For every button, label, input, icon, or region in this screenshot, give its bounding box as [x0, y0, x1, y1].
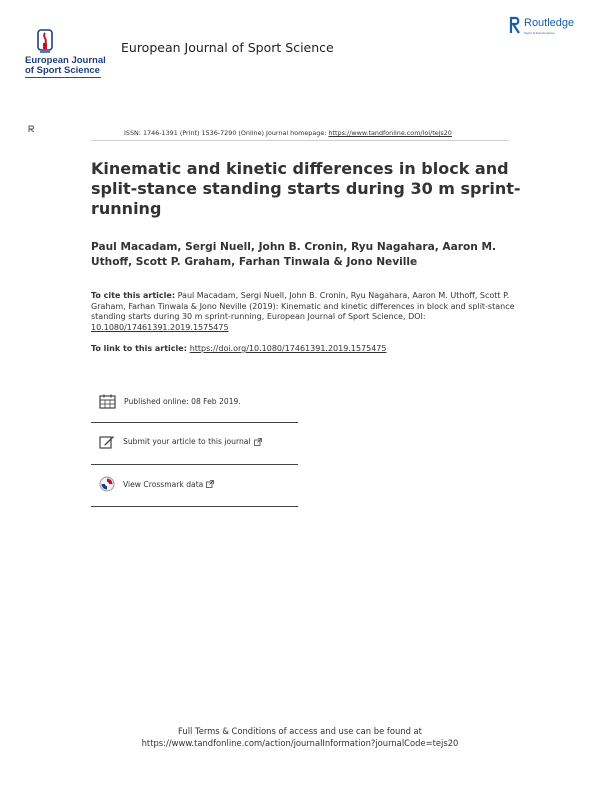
calendar-icon — [99, 394, 116, 409]
divider — [91, 422, 298, 423]
torch-emblem-icon — [34, 28, 56, 54]
external-link-icon — [206, 480, 214, 488]
external-link-icon — [254, 438, 262, 446]
terms-link[interactable]: https://www.tandfonline.com/action/journalInformation?journalCode=tejs20 — [141, 738, 459, 748]
divider — [91, 464, 298, 465]
taylor-francis-icon — [28, 125, 36, 133]
header-divider — [91, 140, 509, 141]
crossmark-row[interactable] — [99, 476, 222, 492]
publisher-name: Routledge — [524, 17, 575, 29]
edit-pencil-icon — [99, 434, 115, 449]
routledge-r-icon — [509, 16, 521, 34]
journal-logo — [21, 20, 121, 90]
publisher-logo — [509, 14, 589, 44]
crossmark-icon — [99, 476, 115, 492]
citation-block: To cite this article: Paul Macadam, Sergi Nuell, John B. Cronin, Ryu Nagahara, Aaron M. Uthoff, Scott P. Graham, Farhan Tinwala & Jono Neville (2019): Kinematic and kinetic differences in block and split-stance standing starts during 30 m sprint-running, European Journal of Sport Science, DOI: 10.1080/17461391.2019.1575475 — [91, 291, 515, 332]
terms-footer: Full Terms & Conditions of access and use can be found at https://www.tandfonline.com/action/journalInformation?journalCode=tejs20 — [0, 725, 600, 749]
crossmark-link[interactable]: View Crossmark data — [123, 479, 204, 489]
taylor-francis-logo — [28, 125, 36, 134]
journal-homepage-link[interactable]: https://www.tandfonline.com/loi/tejs20 — [328, 129, 452, 137]
article-link-line: To link to this article: https://doi.org/10.1080/17461391.2019.1575475 — [91, 344, 387, 353]
article-title: Kinematic and kinetic differences in block and split-stance standing starts during 30 m sprint-running — [91, 159, 521, 218]
issn-line: ISSN: 1746-1391 (Print) 1536-7290 (Online) Journal homepage: https://www.tandfonline.com/loi/tejs20 — [124, 129, 452, 137]
published-online-row: Published online: 08 Feb 2019. — [99, 394, 241, 409]
doi-link[interactable]: 10.1080/17461391.2019.1575475 — [91, 322, 229, 332]
article-authors: Paul Macadam, Sergi Nuell, John B. Cronin, Ryu Nagahara, Aaron M. Uthoff, Scott P. Graham, Farhan Tinwala & Jono Neville — [91, 241, 497, 268]
divider — [91, 506, 298, 507]
submit-article-link[interactable]: Submit your article to this journal — [123, 437, 251, 446]
publisher-subtitle: Taylor & Francis Group — [524, 31, 555, 35]
logo-rule — [25, 77, 101, 78]
journal-header-title: European Journal of Sport Science — [121, 40, 334, 55]
logo-journal-name: European Journal of Sport Science — [25, 55, 106, 76]
submit-article-row[interactable] — [99, 434, 270, 449]
article-url-link[interactable]: https://doi.org/10.1080/17461391.2019.1575475 — [189, 344, 387, 353]
